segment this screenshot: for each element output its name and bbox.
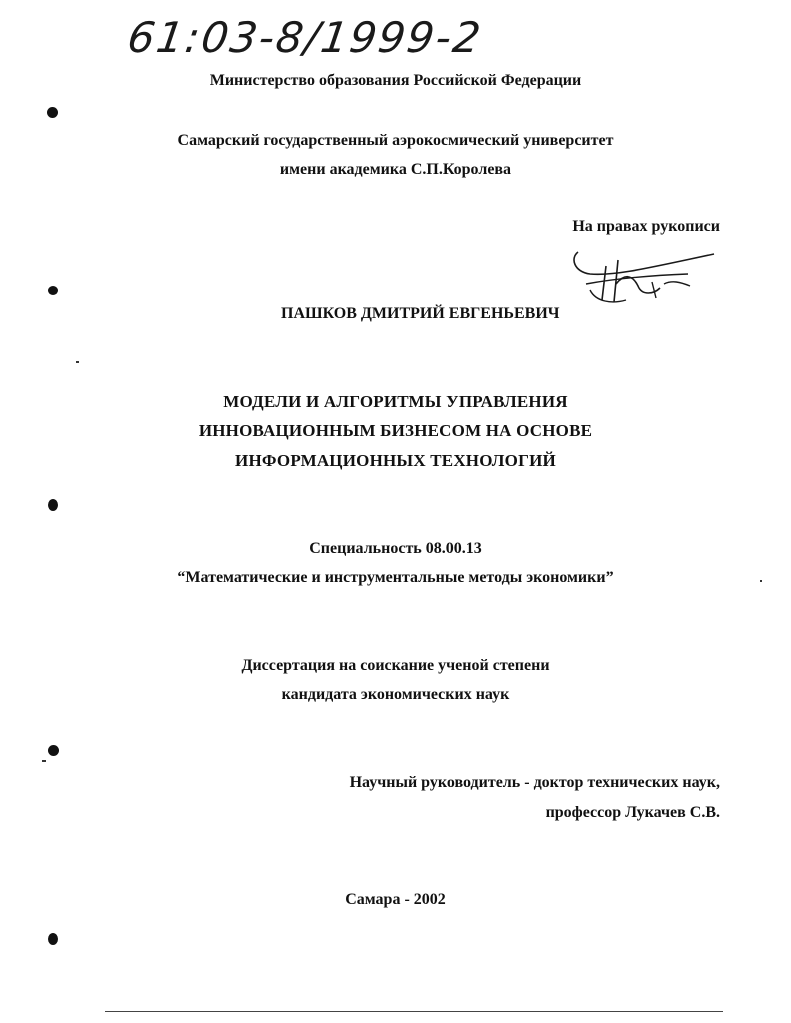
scan-speck [42,760,46,762]
bottom-scan-line [105,1011,723,1012]
binding-hole-3 [48,499,58,511]
author-name: ПАШКОВ ДМИТРИЙ ЕВГЕНЬЕВИЧ [281,305,560,322]
dissertation-title-line-2: ИННОВАЦИОННЫМ БИЗНЕСОМ НА ОСНОВЕ [198,421,593,440]
dissertation-title-line-1: МОДЕЛИ И АЛГОРИТМЫ УПРАВЛЕНИЯ [223,392,568,411]
scan-speck [76,361,79,363]
binding-hole-2 [48,286,58,295]
supervisor-name: профессор Лукачев С.В. [545,804,720,821]
specialty-name: “Математические и инструментальные методы экономики” [177,569,614,586]
binding-hole-1 [47,107,58,118]
dissertation-title-line-3: ИНФОРМАЦИОННЫХ ТЕХНОЛОГИЙ [235,451,556,470]
rights-notice: На правах рукописи [572,218,720,235]
supervisor-title: Научный руководитель - доктор технических наук, [349,774,720,791]
degree-name: кандидата экономических наук [281,686,510,703]
handwritten-archive-number: 61:03-8/1999-2 [124,13,486,62]
dissertation-purpose: Диссертация на соискание ученой степени [241,657,550,674]
university-name: Самарский государственный аэрокосмический университет [177,132,614,149]
ministry-name: Министерство образования Российской Федерации [209,72,582,89]
city-year: Самара - 2002 [345,891,446,908]
specialty-number: Специальность 08.00.13 [309,540,482,557]
university-honorific: имени академика С.П.Королева [279,161,512,178]
binding-hole-5 [48,933,58,945]
author-signature [568,244,718,310]
binding-hole-4 [48,745,59,756]
